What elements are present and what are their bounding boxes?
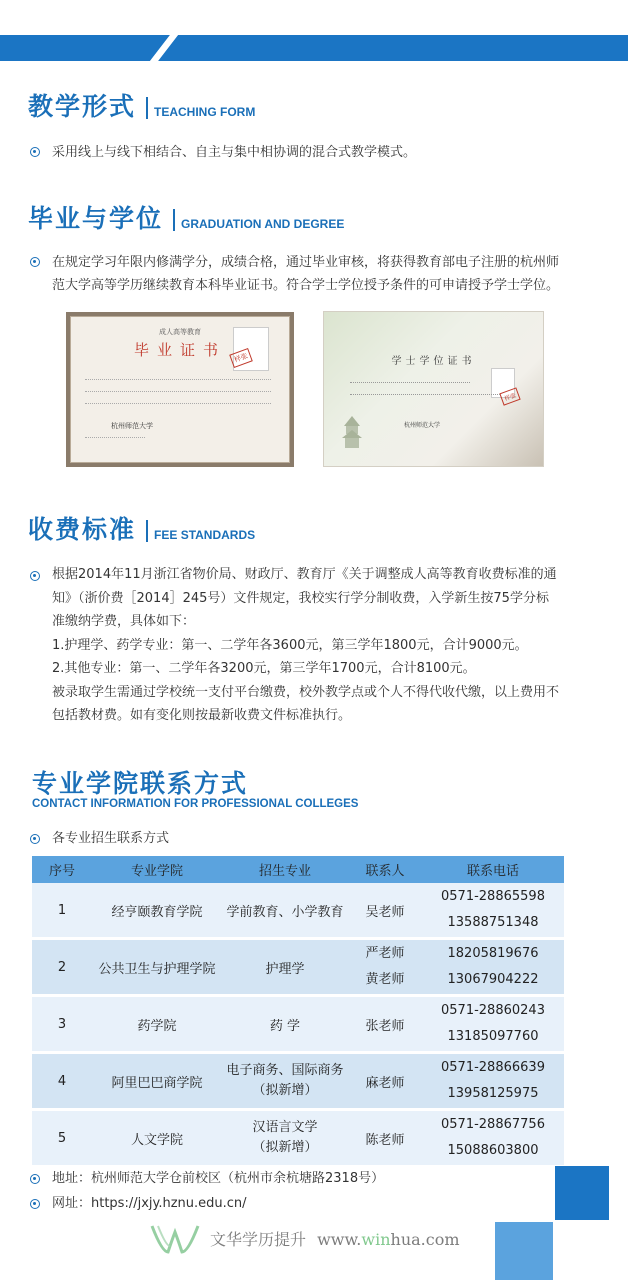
certificate-title: 毕业证书 (133, 341, 226, 359)
teaching-title-zh: 教学形式 (28, 92, 137, 121)
contact-title-zh: 专业学院联系方式 (32, 769, 249, 798)
decor-square (555, 1166, 609, 1220)
graduation-title-zh: 毕业与学位 (28, 204, 164, 233)
contact-title-en: CONTACT INFORMATION FOR PROFESSIONAL COLLEGES (32, 798, 359, 810)
stamp: 样张 (499, 387, 520, 405)
bullet-icon (30, 257, 40, 267)
table-row: 2 公共卫生与护理学院 护理学 严老师 黄老师 18205819676 13067904222 (32, 940, 564, 994)
watermark-text: 文华学历提升 www.winhua.com (210, 1230, 460, 1249)
website-link[interactable]: 网址：https://jxjy.hznu.edu.cn/ (52, 1196, 247, 1211)
bullet-icon (30, 834, 40, 844)
table-row: 4 阿里巴巴商学院 电子商务、国际商务 （拟新增） 麻老师 0571-28866639 13958125975 (32, 1054, 564, 1108)
bullet-icon (30, 1199, 40, 1209)
logo-icon (148, 1222, 202, 1256)
certificate-title: 学士学位证书 (391, 356, 476, 367)
bullet-icon (30, 1174, 40, 1184)
contacts-table (32, 856, 564, 1165)
stamp: 样张 (229, 348, 253, 368)
graduation-title-en: GRADUATION AND DEGREE (181, 217, 345, 231)
table-row: 1 经亨颐教育学院 学前教育、小学教育 吴老师 0571-28865598 13588751348 (32, 883, 564, 937)
table-row: 5 人文学院 汉语言文学 （拟新增） 陈老师 0571-28867756 15088603800 (32, 1111, 564, 1165)
degree-certificate-image: 学士学位证书 样张 杭州师范大学 (323, 311, 544, 467)
fees-text: 根据2014年11月浙江省物价局、财政厅、教育厅《关于调整成人高等教育收费标准的通 知》（浙价费［2014］245号）文件规定，我校实行学分制收费，入学新生按75学分标 准缴纳学费，具体如下： 1.护理学、药学专业：第一、二学年各3600元，第三学年1800元，合计9000元。 2.其他专业：第一、二学年各3200元，第三学年1700元，合计8100元。 被录取学生需通过学校统一支付平台缴费，校外教学点或个人不得代收代缴，以上费用不 包括教材费。如有变化则按最新收费文件标准执行。 (52, 567, 560, 723)
table-row: 3 药学院 药 学 张老师 0571-28860243 13185097760 (32, 997, 564, 1051)
fees-section-title (28, 515, 255, 545)
contact-subtitle: 各专业招生联系方式 (52, 831, 170, 846)
teaching-section-title (28, 92, 255, 122)
graduation-certificate-image: 成人高等教育 毕业证书 样张 杭州师范大学 (66, 312, 294, 467)
bullet-icon (30, 147, 40, 157)
teaching-title-en: TEACHING FORM (154, 105, 256, 119)
address-text: 地址：杭州师范大学仓前校区（杭州市余杭塘路2318号） (52, 1171, 385, 1186)
graduation-section-title (28, 204, 344, 234)
teaching-text: 采用线上与线下相结合、自主与集中相协调的混合式教学模式。 (52, 145, 417, 160)
header-bar (0, 35, 628, 61)
decor-square (495, 1222, 553, 1280)
pagoda-icon (332, 412, 372, 452)
fees-title-zh: 收费标准 (28, 515, 137, 544)
graduation-text: 在规定学习年限内修满学分，成绩合格，通过毕业审核，将获得教育部电子注册的杭州师 范大学高等学历继续教育本科毕业证书。符合学士学位授予条件的可申请授予学士学位。 (52, 255, 560, 293)
table-header-row: 序号 专业学院 招生专业 联系人 联系电话 (32, 856, 564, 883)
bullet-icon (30, 571, 40, 581)
fees-title-en: FEE STANDARDS (154, 528, 256, 542)
